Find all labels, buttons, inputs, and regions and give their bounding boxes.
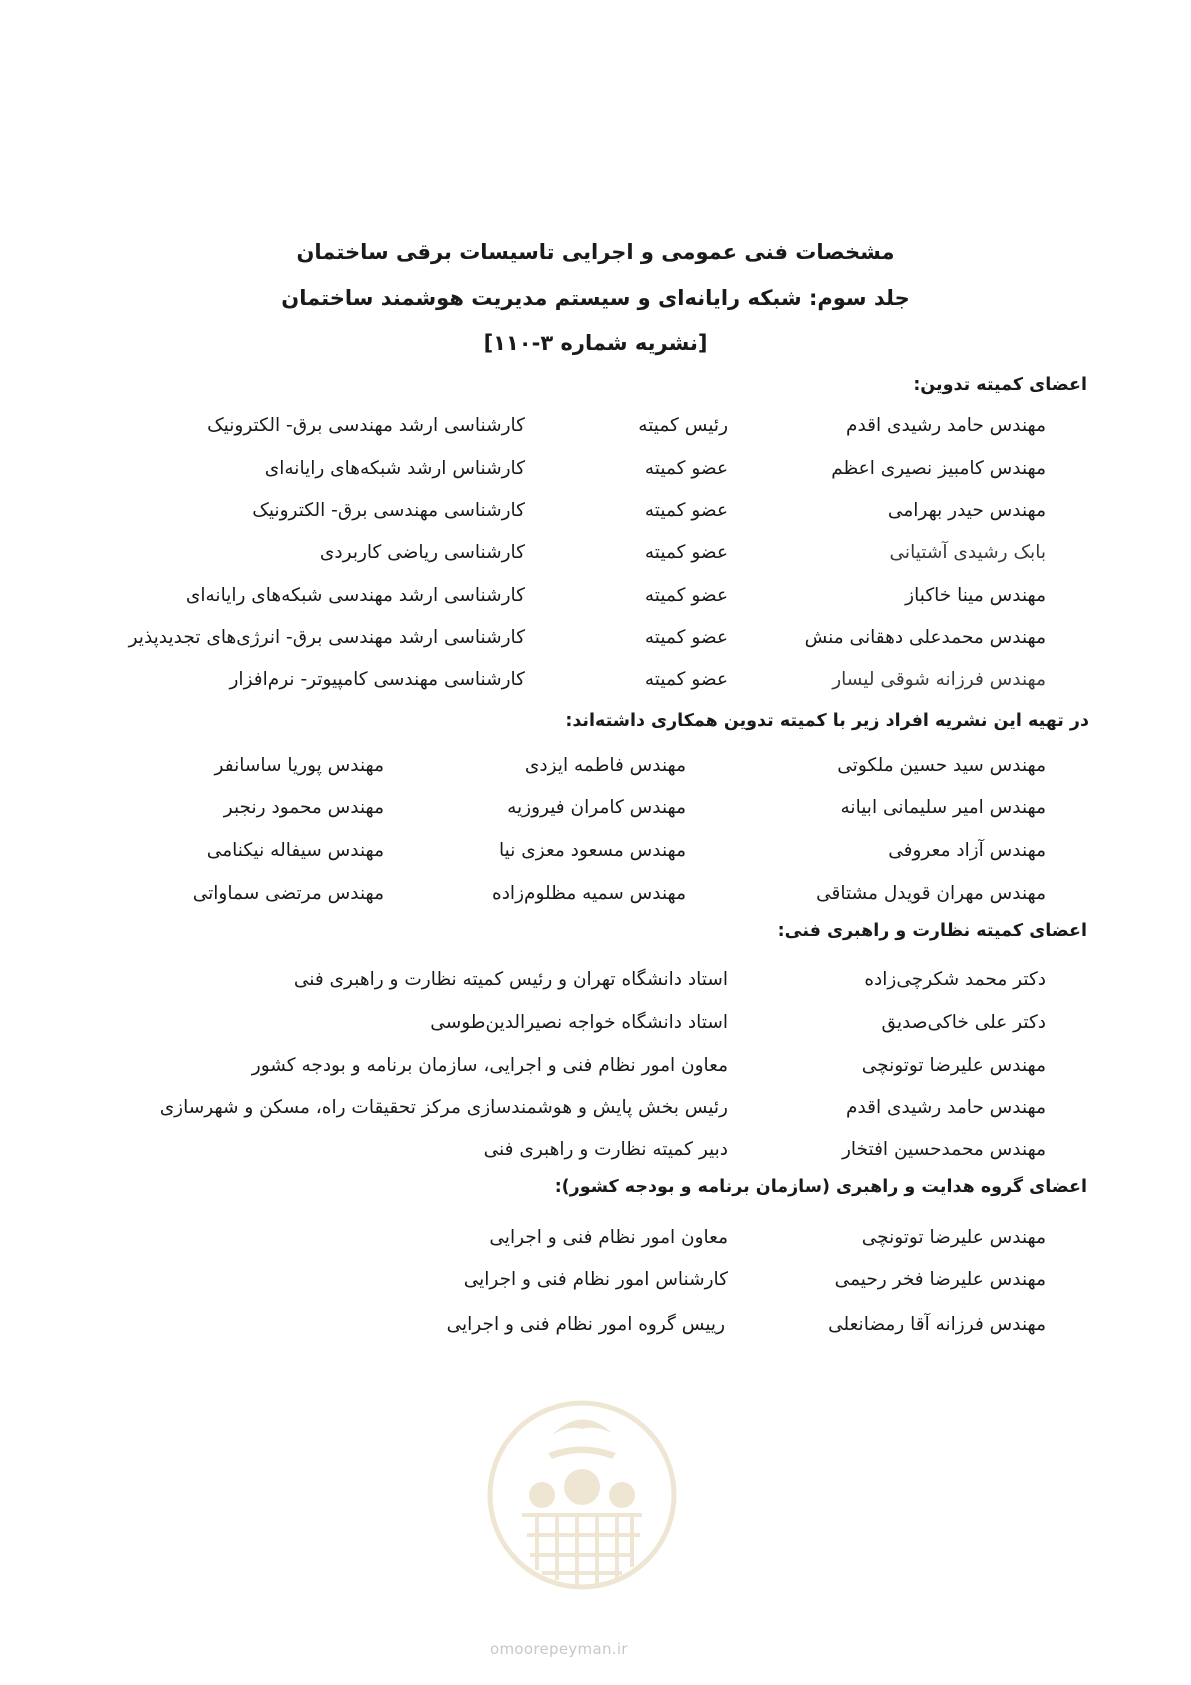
- drafting-member-row: [0, 496, 1191, 526]
- watermark-site: omoorepeyman.ir: [490, 1640, 628, 1658]
- member-role: عضو کمیته: [644, 585, 728, 606]
- guidance-group-heading: اعضای گروه هدایت و راهبری (سازمان برنامه و بودجه کشور):: [554, 1177, 1087, 1197]
- member-degree: کارشناسی ریاضی کاربردی: [319, 542, 525, 563]
- collaborator-name: مهندس فاطمه ایزدی: [524, 755, 686, 776]
- member-position: معاون امور نظام فنی و اجرایی، سازمان برنامه و بودجه کشور: [251, 1055, 728, 1076]
- member-degree: کارشناسی مهندسی برق- الکترونیک: [252, 500, 525, 521]
- member-name: مهندس حامد رشیدی اقدم: [845, 415, 1046, 436]
- member-degree: کارشناسی ارشد مهندسی شبکه‌های رایانه‌ای: [185, 585, 525, 606]
- guidance-member-row: [0, 1310, 1191, 1340]
- member-position: استاد دانشگاه تهران و رئیس کمیته نظارت و راهبری فنی: [293, 969, 728, 990]
- supervision-member-row: [0, 1135, 1191, 1165]
- collaborators-heading: در تهیه این نشریه افراد زیر با کمیته تدوین همکاری داشته‌اند:: [565, 711, 1089, 731]
- member-name: مهندس مینا خاکباز: [905, 585, 1046, 606]
- supervision-member-row: [0, 1051, 1191, 1081]
- supervision-member-row: [0, 1008, 1191, 1038]
- drafting-member-row: [0, 411, 1191, 441]
- member-position: استاد دانشگاه خواجه نصیرالدین‌طوسی: [430, 1012, 728, 1033]
- collaborator-name: مهندس امیر سلیمانی ابیانه: [840, 797, 1046, 818]
- guidance-member-row: [0, 1223, 1191, 1253]
- member-role: رئیس کمیته: [638, 415, 728, 436]
- member-name: مهندس علیرضا توتونچی: [861, 1227, 1046, 1248]
- supervision-member-row: [0, 1093, 1191, 1123]
- member-position: معاون امور نظام فنی و اجرایی: [489, 1227, 728, 1248]
- collaborator-name: مهندس سمیه مظلوم‌زاده: [492, 883, 686, 904]
- member-name: مهندس حیدر بهرامی: [887, 500, 1046, 521]
- member-name: مهندس فرزانه آقا رمضانعلی: [828, 1314, 1046, 1335]
- watermark-seal-icon: [482, 1395, 682, 1595]
- collaborator-row: [0, 879, 1191, 909]
- collaborator-name: مهندس مهران قویدل مشتاقی: [816, 883, 1046, 904]
- member-degree: کارشناسی ارشد مهندسی برق- انرژی‌های تجدیدپذیر: [128, 627, 525, 648]
- document-title: مشخصات فنی عمومی و اجرایی تاسیسات برقی ساختمان: [296, 240, 895, 264]
- member-name: مهندس محمدعلی دهقانی منش: [804, 627, 1046, 648]
- member-role: عضو کمیته: [644, 542, 728, 563]
- collaborator-name: مهندس پوریا ساسانفر: [214, 755, 384, 776]
- guidance-member-row: [0, 1265, 1191, 1295]
- collaborator-name: مهندس مرتضی سماواتی: [192, 883, 384, 904]
- member-name: مهندس محمدحسین افتخار: [841, 1139, 1046, 1160]
- drafting-member-row: [0, 538, 1191, 568]
- member-position: رییس گروه امور نظام فنی و اجرایی: [446, 1314, 725, 1335]
- collaborator-name: مهندس آزاد معروفی: [888, 840, 1046, 861]
- supervision-member-row: [0, 965, 1191, 995]
- member-position: رئیس بخش پایش و هوشمندسازی مرکز تحقیقات راه، مسکن و شهرسازی: [159, 1097, 728, 1118]
- collaborator-row: [0, 836, 1191, 866]
- drafting-member-row: [0, 581, 1191, 611]
- collaborator-name: مهندس محمود رنجبر: [223, 797, 384, 818]
- collaborator-row: [0, 751, 1191, 781]
- member-name: مهندس فرزانه شوقی لیسار: [832, 669, 1046, 690]
- member-position: دبیر کمیته نظارت و راهبری فنی: [483, 1139, 728, 1160]
- volume-title: جلد سوم: شبکه رایانه‌ای و سیستم مدیریت هوشمند ساختمان: [281, 286, 910, 310]
- drafting-member-row: [0, 623, 1191, 653]
- member-degree: کارشناس ارشد شبکه‌های رایانه‌ای: [264, 458, 525, 479]
- drafting-member-row: [0, 454, 1191, 484]
- drafting-committee-heading: اعضای کمیته تدوین:: [913, 375, 1087, 395]
- member-role: عضو کمیته: [644, 669, 728, 690]
- member-degree: کارشناسی مهندسی کامپیوتر- نرم‌افزار: [229, 669, 525, 690]
- member-name: بابک رشیدی آشتیانی: [889, 542, 1046, 563]
- drafting-member-row: [0, 665, 1191, 695]
- publication-number: [نشریه شماره ۳-۱۱۰]: [483, 331, 708, 355]
- member-name: مهندس علیرضا فخر رحیمی: [834, 1269, 1046, 1290]
- member-name: دکتر محمد شکرچی‌زاده: [864, 969, 1046, 990]
- member-name: مهندس علیرضا توتونچی: [861, 1055, 1046, 1076]
- collaborator-name: مهندس مسعود معزی نیا: [499, 840, 686, 861]
- member-name: دکتر علی خاکی‌صدیق: [881, 1012, 1046, 1033]
- member-position: کارشناس امور نظام فنی و اجرایی: [463, 1269, 728, 1290]
- supervision-committee-heading: اعضای کمیته نظارت و راهبری فنی:: [777, 921, 1087, 941]
- member-name: مهندس حامد رشیدی اقدم: [845, 1097, 1046, 1118]
- collaborator-name: مهندس سیفاله نیکنامی: [206, 840, 384, 861]
- member-role: عضو کمیته: [644, 627, 728, 648]
- member-name: مهندس کامبیز نصیری اعظم: [831, 458, 1046, 479]
- collaborator-name: مهندس سید حسین ملکوتی: [837, 755, 1046, 776]
- collaborator-name: مهندس کامران فیروزیه: [507, 797, 686, 818]
- member-role: عضو کمیته: [644, 500, 728, 521]
- member-role: عضو کمیته: [644, 458, 728, 479]
- collaborator-row: [0, 793, 1191, 823]
- member-degree: کارشناسی ارشد مهندسی برق- الکترونیک: [207, 415, 525, 436]
